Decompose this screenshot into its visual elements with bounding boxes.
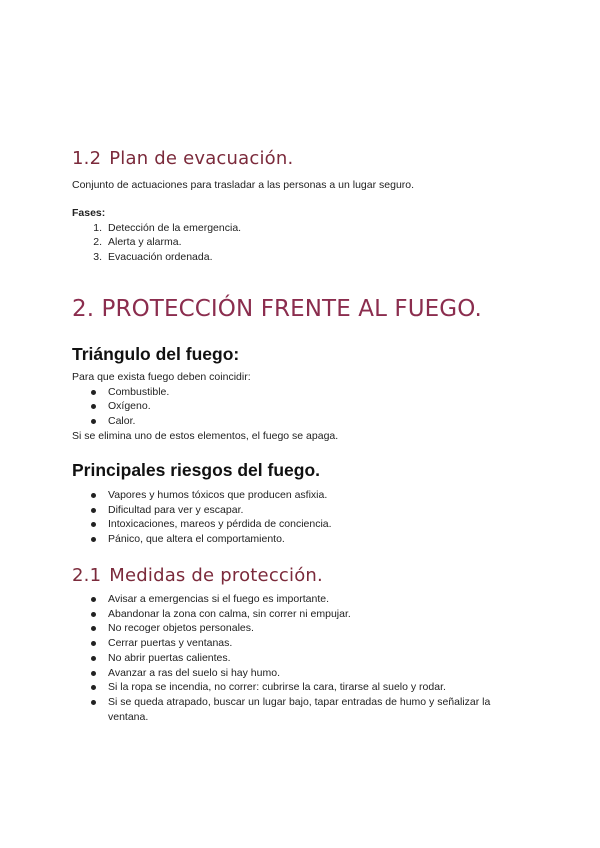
- list-item-text: Pánico, que altera el comportamiento.: [108, 533, 285, 546]
- bullet-icon: [91, 493, 96, 498]
- evacuation-plan-body: [72, 178, 532, 193]
- list-number: 2.: [93, 236, 102, 249]
- evacuation-description: Conjunto de actuaciones para trasladar a las personas a un lugar seguro.: [72, 179, 415, 191]
- phases-label: Fases:: [72, 207, 106, 219]
- list-item: [72, 680, 532, 695]
- fire-triangle-intro: Para que exista fuego deben coincidir:: [72, 371, 251, 383]
- list-item: [72, 503, 532, 518]
- list-item: [72, 250, 532, 265]
- bullet-icon: [91, 522, 96, 527]
- list-item: [72, 651, 532, 666]
- protection-measures-section: [72, 565, 532, 586]
- section-title: Plan de evacuación.: [109, 148, 294, 169]
- list-item: [72, 414, 532, 429]
- fire-protection-section: [72, 296, 572, 322]
- bullet-icon: [91, 700, 96, 705]
- bullet-icon: [91, 612, 96, 617]
- fire-risks-body: [72, 488, 532, 547]
- list-item-text: Alerta y alarma.: [108, 236, 182, 249]
- bullet-icon: [91, 597, 96, 602]
- list-item: [72, 636, 532, 651]
- list-item-text: Combustible.: [108, 385, 170, 398]
- list-item: [72, 695, 532, 724]
- list-item: [72, 488, 532, 503]
- bullet-icon: [91, 419, 96, 424]
- list-item-text: Calor.: [108, 414, 136, 427]
- list-number: 3.: [93, 250, 102, 263]
- bullet-icon: [91, 390, 96, 395]
- list-item-text: Si la ropa se incendia, no correr: cubrirse la cara, tirarse al suelo y rodar.: [108, 681, 446, 694]
- list-item: [72, 621, 532, 636]
- bullet-icon: [91, 685, 96, 690]
- fire-triangle-outro: Si se elimina uno de estos elementos, el fuego se apaga.: [72, 429, 339, 442]
- list-item-text: Si se queda atrapado, buscar un lugar bajo, tapar entradas de humo y señalizar la ventana.: [108, 695, 491, 723]
- fire-risks-section: [72, 460, 532, 481]
- list-item-text: Evacuación ordenada.: [108, 250, 213, 263]
- protection-measures-body: [72, 592, 532, 724]
- list-item: [72, 235, 532, 250]
- list-item: [72, 532, 532, 547]
- list-item-text: Oxígeno.: [108, 400, 151, 413]
- list-item-text: Cerrar puertas y ventanas.: [108, 637, 233, 650]
- list-item: [72, 221, 532, 236]
- section-number: 1.2: [72, 148, 102, 169]
- list-item-text: Intoxicaciones, mareos y pérdida de conciencia.: [108, 518, 332, 531]
- list-item-text: Detección de la emergencia.: [108, 221, 242, 234]
- list-item-text: Vapores y humos tóxicos que producen asfixia.: [108, 489, 328, 501]
- list-item-text: No abrir puertas calientes.: [108, 651, 231, 664]
- list-item-text: Dificultad para ver y escapar.: [108, 503, 244, 516]
- list-item-text: Abandonar la zona con calma, sin correr ni empujar.: [108, 607, 351, 620]
- fire-protection-heading: 2. PROTECCIÓN FRENTE AL FUEGO.: [72, 296, 482, 322]
- fire-triangle-list: [72, 385, 532, 429]
- list-item: [72, 517, 532, 532]
- bullet-icon: [91, 537, 96, 542]
- protection-measures-list: [72, 592, 532, 724]
- section-title: Medidas de protección.: [109, 565, 323, 586]
- list-item: [72, 666, 532, 681]
- list-item-text: Avisar a emergencias si el fuego es importante.: [108, 593, 330, 605]
- fire-risks-heading: Principales riesgos del fuego.: [72, 460, 320, 480]
- fire-risks-list: [72, 488, 532, 547]
- bullet-icon: [91, 641, 96, 646]
- list-item: [72, 385, 532, 400]
- protection-measures-heading: [72, 565, 532, 586]
- bullet-icon: [91, 656, 96, 661]
- evacuation-plan-section: [72, 148, 532, 169]
- evacuation-plan-heading: [72, 148, 532, 169]
- phases-block: [72, 206, 532, 265]
- fire-triangle-section: [72, 344, 532, 365]
- list-item-text: Avanzar a ras del suelo si hay humo.: [108, 666, 280, 679]
- list-number: 1.: [93, 221, 102, 234]
- bullet-icon: [91, 626, 96, 631]
- fire-triangle-heading: Triángulo del fuego:: [72, 344, 240, 364]
- list-item: [72, 399, 532, 414]
- fire-triangle-body: [72, 370, 532, 443]
- section-number: 2.1: [72, 565, 102, 586]
- list-item-text: No recoger objetos personales.: [108, 622, 254, 635]
- list-item: [72, 592, 532, 607]
- bullet-icon: [91, 508, 96, 513]
- bullet-icon: [91, 404, 96, 409]
- bullet-icon: [91, 671, 96, 676]
- list-item: [72, 607, 532, 622]
- phases-list: [72, 221, 532, 265]
